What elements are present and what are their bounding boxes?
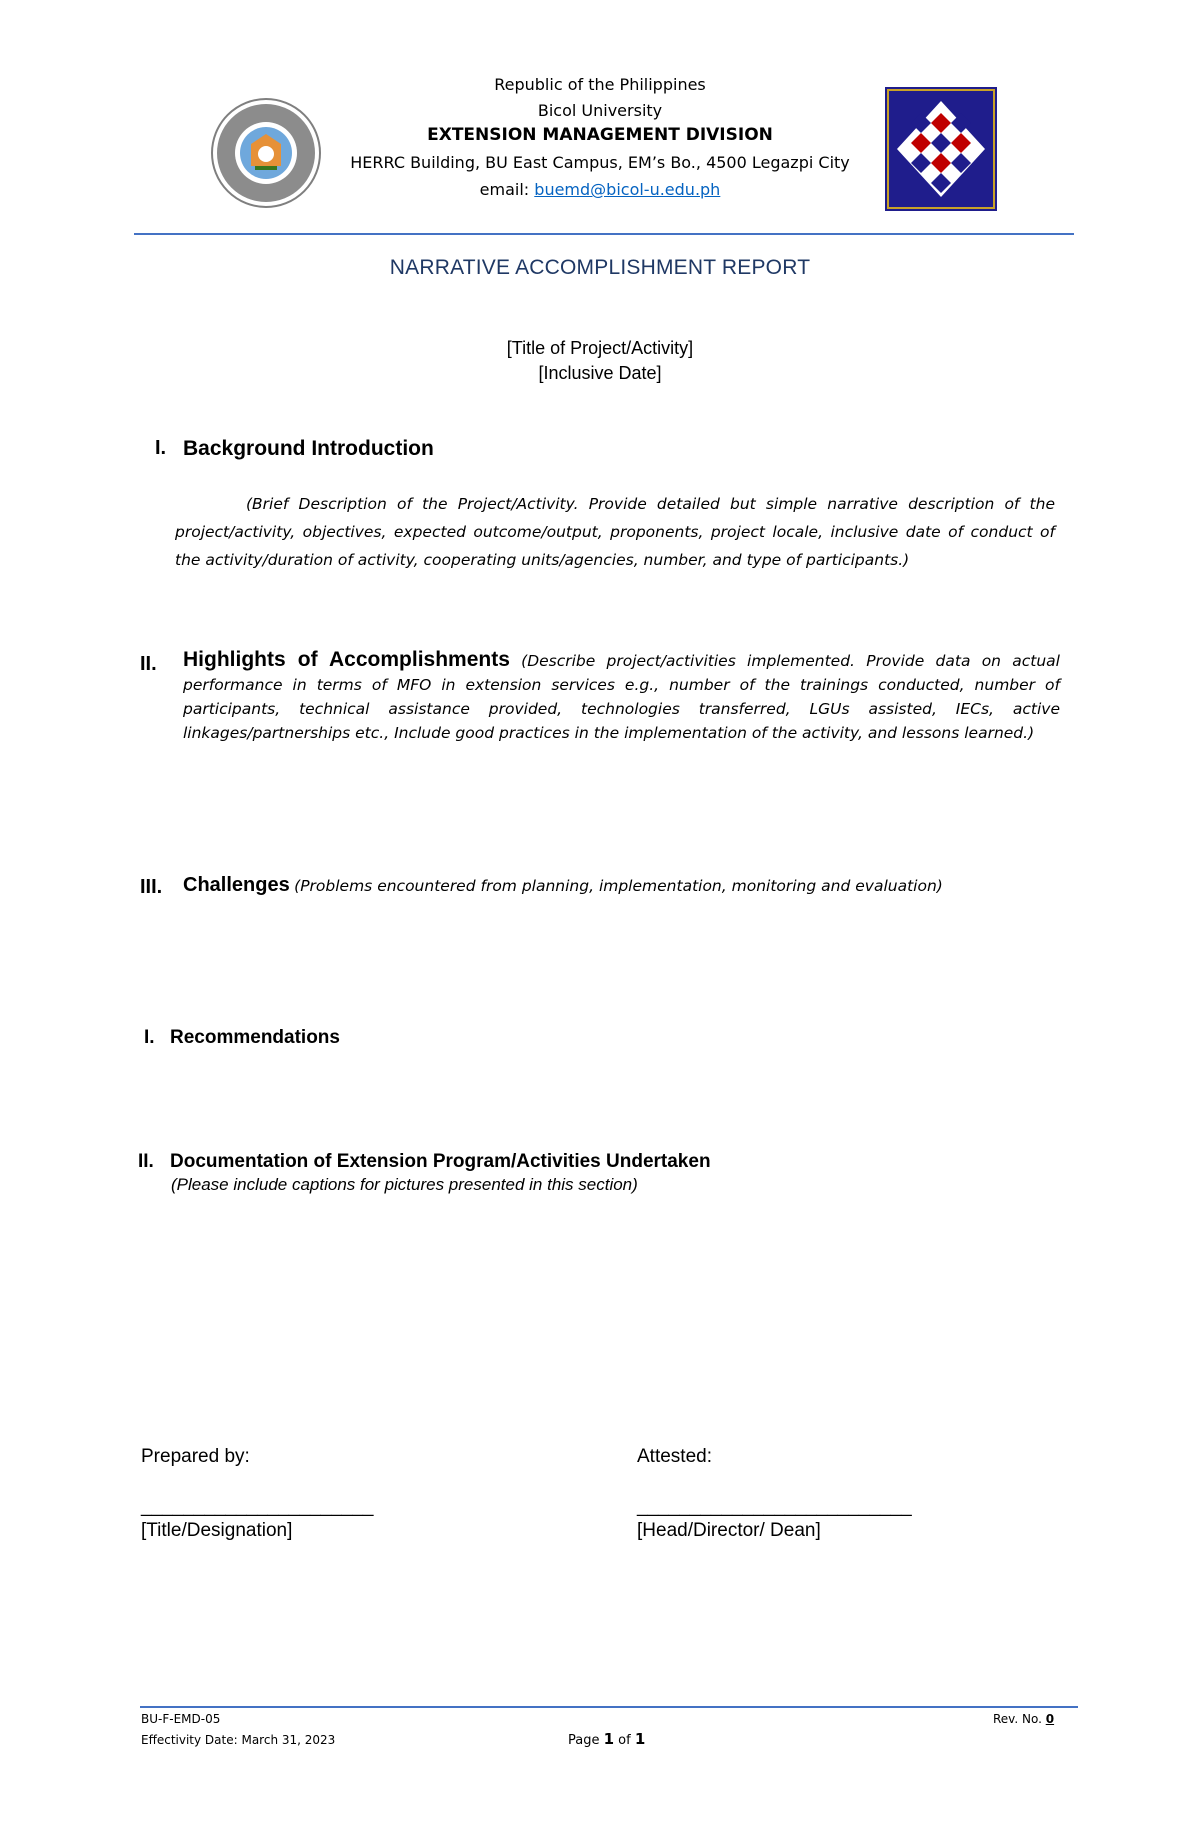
emd-diamond-logo [885, 87, 997, 211]
prepared-signature-line: ______________________ [141, 1496, 374, 1517]
section-3-heading: Challenges [183, 874, 290, 896]
footer-revision [993, 1712, 1054, 1726]
header-address: HERRC Building, BU East Campus, EM’s Bo., 4500 Legazpi City [350, 153, 850, 172]
prepared-role: [Title/Designation] [141, 1520, 293, 1541]
rev-num: 0 [1045, 1712, 1055, 1726]
section-4-heading: Recommendations [170, 1027, 340, 1048]
page-prefix: Page [568, 1733, 604, 1748]
report-title: NARRATIVE ACCOMPLISHMENT REPORT [389, 256, 811, 279]
section-2-body: (Describe project/activities implemented. Provide data on actual performance in terms of MFO in extension services e.g., number of the trainings conducted, number of participants, technical assistance provided, technologies transferred, LGUs assisted, IECs, active linkages/partnerships etc., Include good practices in the implementation of the activity, and lessons learned.) [183, 652, 1060, 742]
header-divider [134, 233, 1074, 235]
footer-page-number [568, 1730, 645, 1748]
email-link[interactable]: buemd@bicol-u.edu.ph [534, 180, 721, 199]
footer-effectivity-date: Effectivity Date: March 31, 2023 [141, 1733, 336, 1747]
header-email-line [300, 180, 900, 199]
section-1-numeral: I. [155, 437, 167, 459]
page-of: of [614, 1733, 635, 1748]
section-2-heading: Highlights of Accomplishments [183, 648, 510, 671]
section-3-numeral: III. [140, 876, 163, 898]
header-university: Bicol University [537, 101, 663, 120]
section-5-numeral: II. [138, 1151, 154, 1172]
header-republic: Republic of the Philippines [494, 75, 706, 94]
section-4-numeral: I. [144, 1027, 155, 1048]
section-2-numeral: II. [140, 653, 157, 675]
section-3-body: (Problems encountered from planning, implementation, monitoring and evaluation) [294, 877, 943, 895]
section-5-heading: Documentation of Extension Program/Activities Undertaken [170, 1151, 711, 1172]
section-5-body: (Please include captions for pictures presented in this section) [171, 1175, 638, 1194]
project-title-placeholder: [Title of Project/Activity] [506, 338, 694, 358]
section-1-body: (Brief Description of the Project/Activity. Provide detailed but simple narrative description of the project/activity, objectives, expected outcome/output, proponents, project locale, inclusive date of conduct of the activity/duration of activity, cooperating units/agencies, number, and type of participants.) [175, 495, 1055, 569]
attested-signature-line: __________________________ [637, 1496, 912, 1517]
header-division: EXTENSION MANAGEMENT DIVISION [427, 125, 773, 145]
footer-form-code: BU-F-EMD-05 [141, 1712, 221, 1726]
page-total: 1 [634, 1730, 646, 1748]
rev-label: Rev. No. [993, 1712, 1046, 1726]
attested-role: [Head/Director/ Dean] [637, 1520, 821, 1541]
section-2-text [183, 648, 1060, 745]
inclusive-date-placeholder: [Inclusive Date] [538, 363, 662, 383]
email-label: email: [479, 180, 535, 199]
section-3-line [183, 874, 1083, 898]
page-num: 1 [603, 1730, 615, 1748]
prepared-by-label: Prepared by: [141, 1446, 250, 1467]
footer-divider [140, 1706, 1078, 1708]
attested-label: Attested: [637, 1446, 712, 1467]
section-1-heading: Background Introduction [183, 437, 434, 460]
section-2-block [183, 648, 1060, 745]
